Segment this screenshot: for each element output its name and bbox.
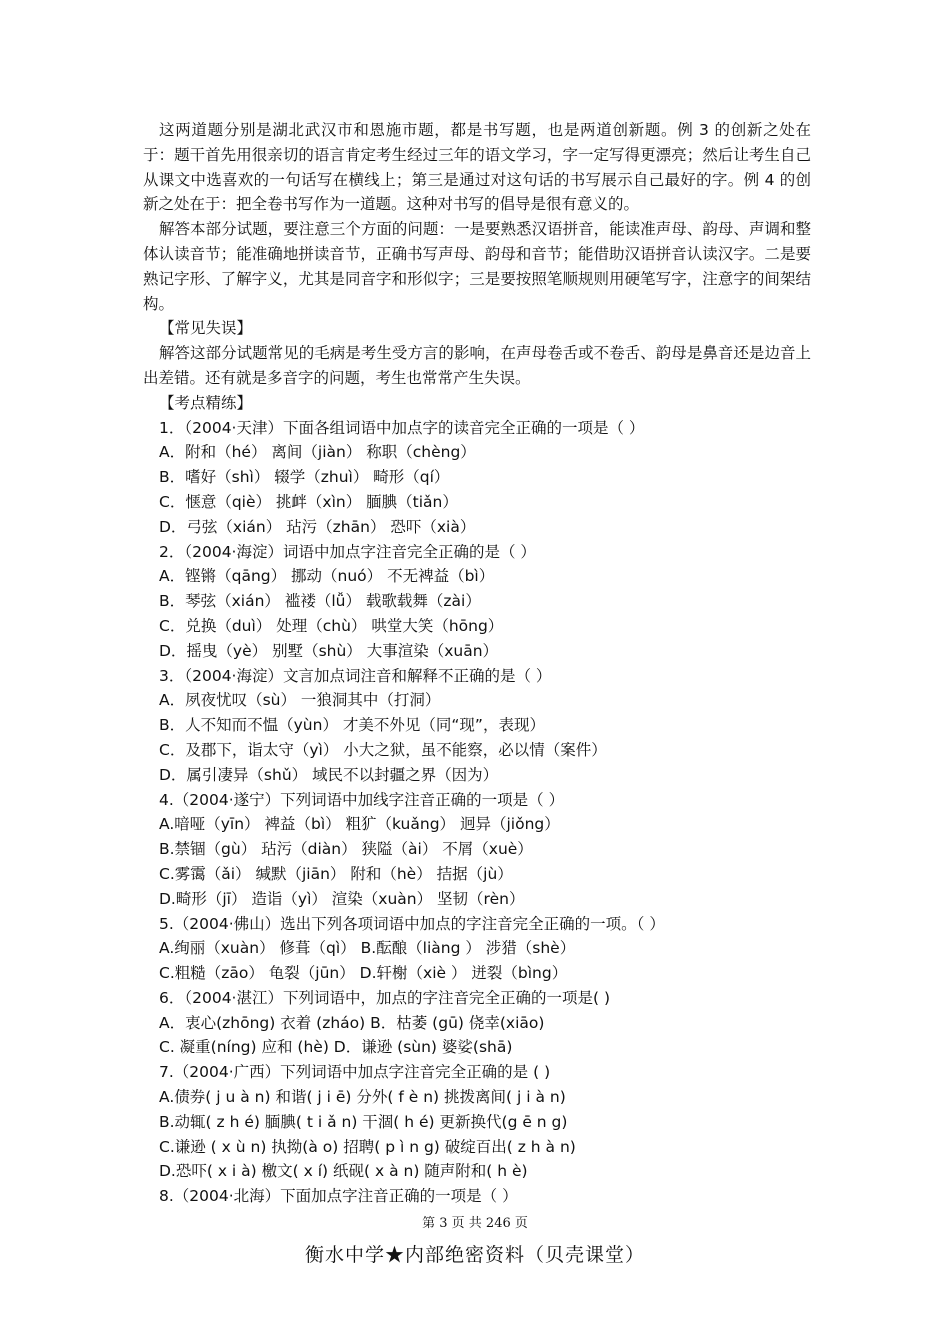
question-line: 2．（2004·海淀）词语中加点字注音完全正确的是（ ） — [159, 542, 536, 561]
question-line: D．弓弦（xián） 玷污（zhān） 恐吓（xià） — [159, 517, 476, 536]
question-line: C．惬意（qiè） 挑衅（xìn） 腼腆（tiǎn） — [159, 492, 458, 511]
question-line: D.畸形（jī） 造诣（yì） 渲染（xuàn） 坚韧（rèn） — [159, 889, 525, 908]
question-line: C．兑换（duì） 处理（chù） 哄堂大笑（hōng） — [159, 616, 504, 635]
page-number: 第 3 页 共 246 页 — [422, 1216, 528, 1231]
document-body — [0, 118, 950, 1209]
question-line: B．嗜好（shì） 辍学（zhuì） 畸形（qí） — [159, 468, 450, 487]
question-line: A.喑哑（yīn） 裨益（bì） 粗犷（kuǎng） 迥异（jiǒng） — [159, 815, 560, 834]
question-line: C．及郡下，诣太守（yì） 小大之狱，虽不能察，必以情（案件） — [159, 740, 607, 759]
paragraph-2: 解答本部分试题，要注意三个方面的问题：一是要熟悉汉语拼音，能读准声母、韵母、声调和整体认读音节；能准确地拼读音节，正确书写声母、韵母和音节；能借助汉语拼音认读汉字。二是要熟记字形、了解字义，尤其是同音字和形似字；三是要按照笔顺规则用硬笔写字，注意字的间架结构。 — [143, 220, 811, 313]
question-line: D．属引凄异（shǔ） 域民不以封疆之界（因为） — [159, 765, 499, 784]
heading-practice: 【考点精练】 — [159, 393, 253, 412]
question-line: B．人不知而不愠（yùn） 才美不外见（同“现”，表现） — [159, 716, 545, 735]
question-line: A．夙夜忧叹（sù） 一狼洞其中（打洞） — [159, 691, 441, 710]
question-line: A.绚丽（xuàn） 修葺（qì） B.酝酿（liàng ） 涉猎（shè） — [159, 939, 576, 958]
paragraph-1: 这两道题分别是湖北武汉市和恩施市题，都是书写题，也是两道创新题。例 3 的创新之处在于：题干首先用很亲切的语言肯定考生经过三年的语文学习，字一定写得更漂亮；然后让考生自己从课文中选喜欢的一句话写在横线上；第三是通过对这句话的书写展示自己最好的字。例 4 的创新之处在于：把全卷书写作为一道题。这种对书写的倡导是很有意义的。 — [143, 121, 811, 214]
question-line: 8.（2004·北海）下面加点字注音正确的一项是（ ） — [159, 1187, 518, 1206]
question-line: A．衷心(zhōng) 衣着 (zháo) B．枯萎 (gū) 侥幸(xiāo) — [159, 1013, 545, 1032]
question-line: B．琴弦（xián） 褴褛（lǚ） 载歌载舞（zài） — [159, 592, 481, 611]
question-line: 5.（2004·佛山）选出下列各项词语中加点的字注音完全正确的一项。（ ） — [159, 914, 665, 933]
heading-common-errors: 【常见失误】 — [159, 319, 253, 338]
question-line: C. 凝重(níng) 应和 (hè) D．谦逊 (sùn) 婆娑(shā) — [159, 1038, 513, 1057]
question-line: C.雾霭（ǎi） 缄默（jiān） 附和（hè） 拮据（jù） — [159, 864, 513, 883]
question-line: B.动辄( z h é) 腼腆( t i ǎ n) 干涸( h é) 更新换代(g ē n g) — [159, 1112, 568, 1131]
question-line: A.债券( j u à n) 和谐( j i ē) 分外( f è n) 挑拨离间( j i à n) — [159, 1088, 566, 1107]
practice-questions — [0, 416, 950, 1210]
question-line: C.粗糙（zāo） 龟裂（jūn） D.轩榭（xiè ） 迸裂（bìng） — [159, 964, 568, 983]
question-line: 7.（2004·广西）下列词语中加点字注音完全正确的是 ( ) — [159, 1063, 551, 1082]
question-line: 3．（2004·海淀）文言加点词注音和解释不正确的是（ ） — [159, 666, 552, 685]
question-line: 6．（2004·湛江）下列词语中，加点的字注音完全正确的一项是( ) — [159, 988, 611, 1007]
question-line: D．摇曳（yè） 别墅（shù） 大事渲染（xuān） — [159, 641, 499, 660]
question-line: D.恐吓( x i à) 檄文( x í) 纸砚( x à n) 随声附和( h è) — [159, 1162, 528, 1181]
paragraph-common-errors: 解答这部分试题常见的毛病是考生受方言的影响，在声母卷舌或不卷舌、韵母是鼻音还是边音上出差错。还有就是多音字的问题，考生也常常产生失误。 — [143, 344, 811, 387]
question-line: C.谦逊 ( x ù n) 执拗(à o) 招聘( p ì n g) 破绽百出( z h à n) — [159, 1137, 576, 1156]
question-line: A．附和（hé） 离间（jiàn） 称职（chèng） — [159, 443, 476, 462]
question-line: 1．（2004·天津）下面各组词语中加点字的读音完全正确的一项是（ ） — [159, 418, 645, 437]
question-line: A．铿锵（qāng） 挪动（nuó） 不无裨益（bì） — [159, 567, 495, 586]
question-line: B.禁锢（gù） 玷污（diàn） 狭隘（ài） 不屑（xuè） — [159, 840, 533, 859]
footer-brand: 衡水中学★内部绝密资料（贝壳课堂） — [304, 1244, 645, 1266]
question-line: 4.（2004·遂宁）下列词语中加线字注音正确的一项是（ ） — [159, 790, 565, 809]
